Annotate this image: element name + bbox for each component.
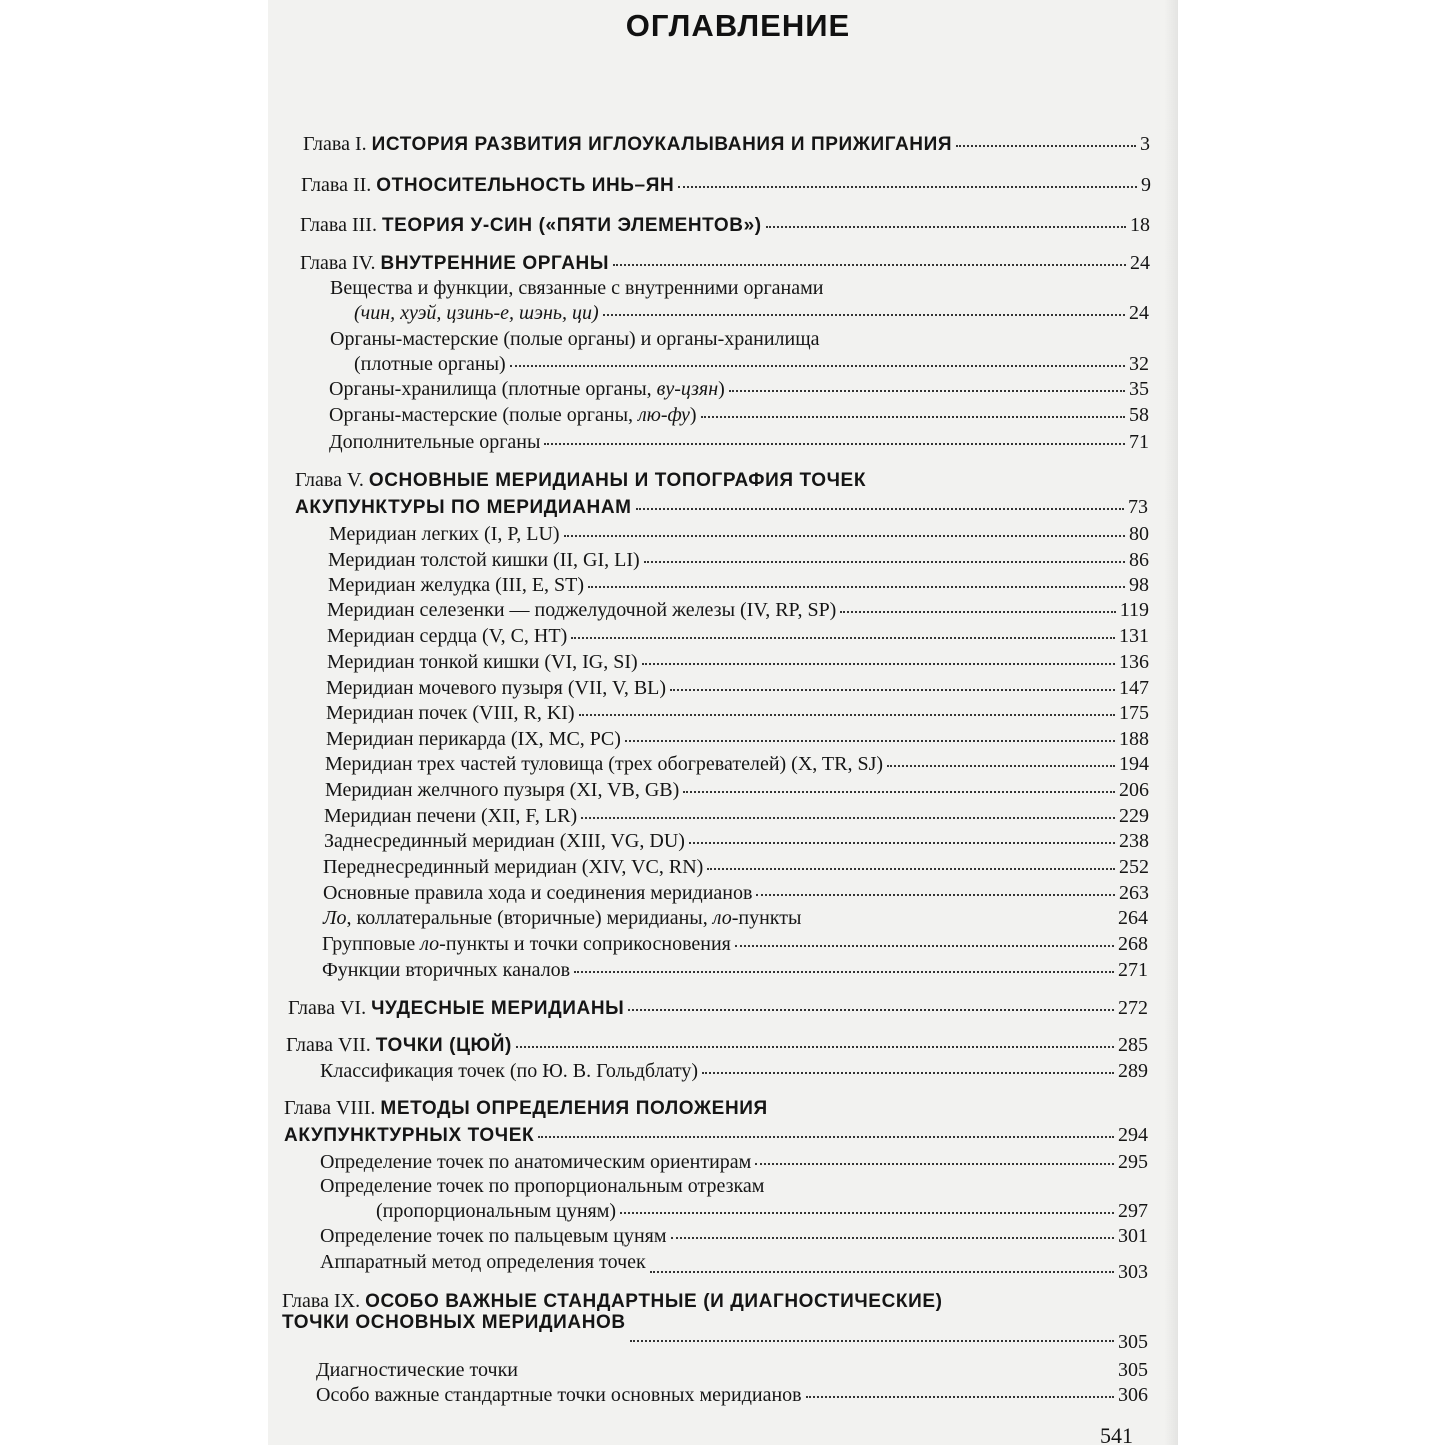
meridian-entry-page: 119 [1119,599,1149,621]
toc-entry-text: Органы-мастерские (полые органы) и органы-хранилища [330,328,820,350]
meridian-entry [323,883,1149,903]
toc-entry-italic: лю-фу [638,404,690,426]
meridian-entry [328,550,1149,570]
chapter-3-prefix: Глава III. [300,214,377,236]
meridian-entry-text: Меридиан сердца (V, C, HT) [327,625,568,647]
meridian-entry-page: 194 [1119,753,1149,775]
toc-entry-italic: (чин, хуэй, цзинь-е, шэнь, ци) [354,302,599,324]
book-page [268,0,1178,1445]
toc-entry-page: 32 [1129,353,1149,375]
dot-leader [729,390,1125,392]
meridian-entry [329,524,1149,544]
dot-leader [805,919,1114,921]
dot-leader [644,561,1125,563]
toc-entry-italic: ло [420,933,440,955]
toc-entry-page: 268 [1118,933,1148,955]
dot-leader [735,945,1114,947]
dot-leader [581,817,1115,819]
dot-leader [671,1237,1114,1239]
toc-entry [354,303,1149,323]
toc-entry-text: Определение точек по пальцевым цуням [320,1225,667,1247]
toc-entry-page: 271 [1118,959,1148,981]
dot-leader [571,637,1115,639]
dot-leader [603,314,1125,316]
chapter-6-prefix: Глава VI. [288,997,367,1019]
dot-leader [840,611,1115,613]
chapter-7-prefix: Глава VII. [286,1034,371,1056]
meridian-entry [326,729,1149,749]
meridian-entry-page: 252 [1119,856,1149,878]
toc-entry-page: 295 [1118,1151,1148,1173]
dot-leader [574,971,1114,973]
toc-entry-text: Функции вторичных каналов [322,959,571,981]
dot-leader [701,416,1125,418]
meridian-entry-page: 263 [1119,882,1149,904]
toc-entry-italic: Ло [323,907,347,929]
chapter-1-prefix: Глава I. [303,133,367,155]
toc-entry-text: -пункты и точки соприкосновения [439,933,731,955]
meridian-entry [328,575,1149,595]
meridian-entry-page: 188 [1119,728,1149,750]
chapter-7-page: 285 [1118,1034,1148,1056]
meridian-entry-text: Переднесрединный меридиан (XIV, VC, RN) [323,856,704,878]
toc-entry [320,1226,1148,1246]
toc-entry-page: 303 [1118,1261,1148,1283]
toc-entry [316,1385,1148,1405]
toc-entry-italic: ло [712,907,732,929]
dot-leader [670,689,1115,691]
toc-entry [320,1061,1148,1081]
meridian-entry-page: 136 [1119,651,1149,673]
meridian-entry-text: Меридиан желудка (III, E, ST) [328,574,585,596]
toc-entry-text: ) [689,404,697,426]
toc-entry [354,354,1149,374]
meridian-entry [325,754,1149,774]
meridian-entry-page: 206 [1119,779,1149,801]
meridian-entry-text: Меридиан селезенки — поджелудочной железы (IV, RP, SP) [327,599,837,621]
chapter-4-prefix: Глава IV. [300,252,376,274]
chapter-4-page: 24 [1130,252,1150,274]
chapter-2-prefix: Глава II. [301,174,372,196]
chapter-1-title: ИСТОРИЯ РАЗВИТИЯ ИГЛОУКАЛЫВАНИЯ И ПРИЖИГАНИЯ [371,134,953,155]
meridian-entry-page: 238 [1119,830,1149,852]
toc-entry-page: 301 [1118,1225,1148,1247]
chapter-8-page: 294 [1118,1124,1148,1146]
meridian-entry [325,780,1149,800]
meridian-entry-text: Меридиан легких (I, P, LU) [329,523,560,545]
toc-chapter-5 [295,497,1148,517]
dot-leader [613,264,1126,266]
toc-entry-page: 35 [1129,378,1149,400]
chapter-8-prefix: Глава VIII. [284,1097,376,1119]
chapter-1-page: 3 [1140,133,1150,155]
toc-entry [329,405,1149,425]
toc-entry-text: Вещества и функции, связанные с внутренними органами [330,277,824,299]
toc-chapter-9 [282,1312,1148,1353]
meridian-entry [327,626,1149,646]
dot-leader [510,365,1125,367]
dot-leader [620,1212,1114,1214]
dot-leader [636,508,1124,510]
toc-entry-page: 24 [1129,302,1149,324]
toc-entry-page: 58 [1129,404,1149,426]
chapter-9-title-line1: ОСОБО ВАЖНЫЕ СТАНДАРТНЫЕ (И ДИАГНОСТИЧЕСКИЕ) [365,1291,943,1312]
meridian-entry-page: 86 [1129,549,1149,571]
toc-entry-text: Органы-хранилища (плотные органы, [329,378,657,400]
meridian-entry [323,857,1149,877]
toc-entry [329,379,1149,399]
toc-entry-text: Классификация точек (по Ю. В. Гольдблату) [320,1060,699,1082]
dot-leader [588,586,1125,588]
toc-entry [320,1152,1148,1172]
page-edge-shadow [1164,0,1178,1445]
dot-leader [806,1396,1114,1398]
toc-entry-text: Диагностические точки [316,1359,518,1381]
toc-chapter-7 [286,1035,1148,1055]
meridian-entry-page: 147 [1119,677,1149,699]
chapter-6-page: 272 [1118,997,1148,1019]
chapter-9-page: 305 [1118,1331,1148,1353]
dot-leader [650,1271,1114,1273]
toc-chapter-5-line1 [295,470,866,490]
toc-entry-italic: ву-цзян [656,378,719,400]
toc-chapter-6 [288,998,1148,1018]
chapter-3-page: 18 [1130,214,1150,236]
toc-entry [329,432,1149,452]
meridian-entry-text: Основные правила хода и соединения меридианов [323,882,753,904]
meridian-entry-text: Меридиан толстой кишки (II, GI, LI) [328,549,640,571]
meridian-entry [324,806,1149,826]
toc-chapter-9-line1 [282,1291,943,1311]
meridian-entry [324,831,1149,851]
meridian-entry-text: Меридиан мочевого пузыря (VII, V, BL) [326,677,667,699]
chapter-4-title: ВНУТРЕННИЕ ОРГАНЫ [380,253,610,274]
meridian-entry-page: 98 [1129,574,1149,596]
toc-entry-page: 305 [1118,1359,1148,1381]
chapter-2-page: 9 [1141,174,1151,196]
chapter-9-prefix: Глава IX. [282,1290,361,1312]
toc-entry-text: -пункты [731,907,802,929]
dot-leader [956,145,1136,147]
toc-entry-text: (плотные органы) [354,353,506,375]
chapter-5-prefix: Глава V. [295,469,364,491]
dot-leader [544,443,1125,445]
toc-chapter-4 [300,253,1150,273]
meridian-entry-text: Меридиан печени (XII, F, LR) [324,805,578,827]
dot-leader [625,740,1115,742]
dot-leader [683,791,1115,793]
toc-entry [323,908,1148,928]
toc-entry [376,1201,1148,1221]
dot-leader [756,894,1115,896]
toc-chapter-3 [300,215,1150,235]
toc-entry [322,960,1148,980]
toc-entry-text: (пропорциональным цуням) [376,1200,617,1222]
toc-entry-text: ) [718,378,725,400]
dot-leader [689,842,1115,844]
chapter-5-page: 73 [1128,496,1148,518]
toc-entry-page: 264 [1118,907,1148,929]
chapter-2-title: ОТНОСИТЕЛЬНОСТЬ ИНЬ–ЯН [376,175,675,196]
dot-leader [579,714,1115,716]
dot-leader [702,1072,1114,1074]
toc-chapter-8-line1 [284,1098,768,1118]
meridian-entry [327,600,1149,620]
page-number: 541 [1100,1423,1133,1445]
toc-chapter-8 [284,1125,1148,1145]
meridian-entry-page: 131 [1119,625,1149,647]
toc-entry-text: Особо важные стандартные точки основных меридианов [316,1384,802,1406]
toc-entry-text: Органы-мастерские (полые органы, [329,404,639,426]
meridian-entry-text: Меридиан перикарда (IX, MC, PC) [326,728,621,750]
toc-chapter-1 [303,134,1150,154]
toc-entry-text: Определение точек по пропорциональным отрезкам [320,1175,765,1197]
dot-leader [522,1371,1114,1373]
meridian-entry-page: 229 [1119,805,1149,827]
chapter-8-title-line1: МЕТОДЫ ОПРЕДЕЛЕНИЯ ПОЛОЖЕНИЯ [380,1098,768,1119]
toc-entry [316,1360,1148,1380]
meridian-entry-text: Меридиан тонкой кишки (VI, IG, SI) [327,651,638,673]
page-title: ОГЛАВЛЕНИЕ [625,8,851,43]
dot-leader [678,186,1137,188]
dot-leader [887,765,1115,767]
toc-chapter-2 [301,175,1151,195]
chapter-7-title: ТОЧКИ (ЦЮЙ) [375,1035,512,1056]
toc-entry-text: Групповые [322,933,421,955]
dot-leader [516,1046,1114,1048]
chapter-3-title: ТЕОРИЯ У-СИН («ПЯТИ ЭЛЕМЕНТОВ») [381,215,762,236]
meridian-entry-text: Меридиан почек (VIII, R, KI) [326,702,575,724]
dot-leader [766,226,1126,228]
toc-entry-page: 297 [1118,1200,1148,1222]
toc-entry-text: Аппаратный метод определения точек [320,1251,646,1273]
dot-leader [564,535,1125,537]
meridian-entry-page: 80 [1129,523,1149,545]
toc-entry-page: 71 [1129,431,1149,453]
dot-leader [628,1009,1114,1011]
dot-leader [755,1163,1114,1165]
toc-entry-page: 289 [1118,1060,1148,1082]
toc-entry [322,934,1148,954]
chapter-9-title-line2: ТОЧКИ ОСНОВНЫХ МЕРИДИАНОВ [282,1312,626,1333]
meridian-entry [326,678,1149,698]
toc-entry-text: Определение точек по анатомическим ориентирам [320,1151,752,1173]
meridian-entry [327,652,1149,672]
toc-entry [320,1251,1148,1283]
meridian-entry-text: Меридиан трех частей туловища (трех обогревателей) (X, TR, SJ) [325,753,884,775]
meridian-entry-text: Заднесрединный меридиан (XIII, VG, DU) [324,830,685,852]
dot-leader [642,663,1115,665]
meridian-entry [326,703,1149,723]
toc-entry-text: Дополнительные органы [329,431,541,453]
chapter-5-title-line1: ОСНОВНЫЕ МЕРИДИАНЫ И ТОПОГРАФИЯ ТОЧЕК [368,470,867,491]
chapter-8-title-line2: АКУПУНКТУРНЫХ ТОЧЕК [284,1125,535,1146]
chapter-6-title: ЧУДЕСНЫЕ МЕРИДИАНЫ [371,998,625,1019]
dot-leader [630,1340,1114,1342]
meridian-entry-text: Меридиан желчного пузыря (XI, VB, GB) [325,779,680,801]
dot-leader [707,868,1115,870]
chapter-5-title-line2: АКУПУНКТУРЫ ПО МЕРИДИАНАМ [295,497,632,518]
dot-leader [538,1136,1114,1138]
toc-entry-text: , коллатеральные (вторичные) меридианы, [346,907,713,929]
toc-entry-page: 306 [1118,1384,1148,1406]
meridian-entry-page: 175 [1119,702,1149,724]
